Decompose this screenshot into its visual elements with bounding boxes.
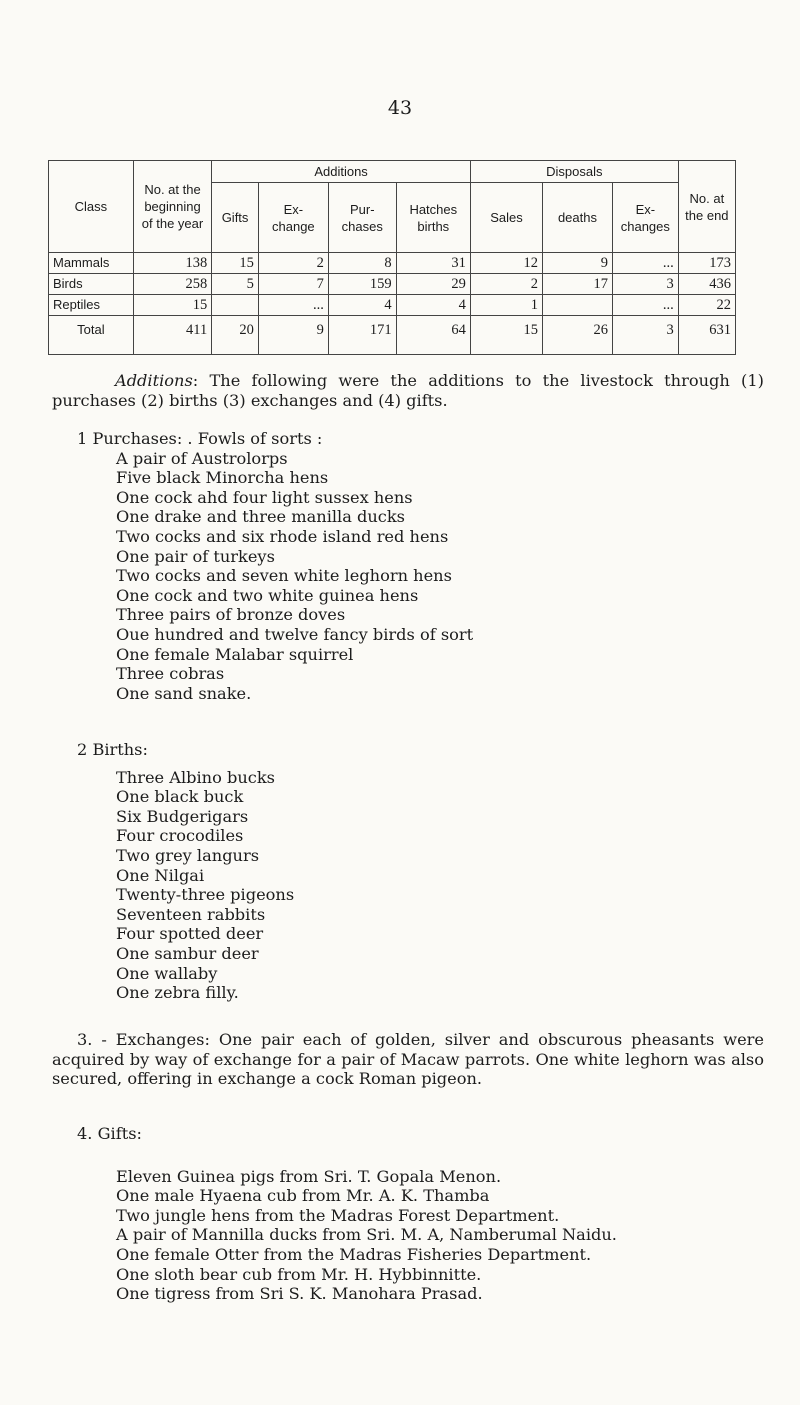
births-section [0, 740, 800, 1003]
gifts-section [0, 1124, 800, 1304]
cell-gifts: 5 [212, 274, 259, 295]
header-deaths: deaths [543, 183, 613, 253]
cell-exchanges: ... [612, 253, 678, 274]
cell-exchanges: 3 [612, 274, 678, 295]
gifts-heading: 4. Gifts: [77, 1124, 142, 1143]
additions-heading: Additions [115, 371, 193, 390]
list-item: One sand snake. [116, 683, 252, 703]
cell-sales: 12 [470, 253, 542, 274]
header-additions: Additions [212, 161, 471, 183]
page-number: 43 [387, 97, 413, 119]
list-item: Five black Minorcha hens [116, 468, 329, 488]
header-disposals: Disposals [470, 161, 678, 183]
cell-deaths: 17 [543, 274, 613, 295]
cell-gifts: 20 [212, 316, 259, 355]
purchases-section [0, 429, 800, 703]
header-class: Class [49, 161, 134, 253]
list-item: One sloth bear cub from Mr. H. Hybbinnitte. [116, 1264, 482, 1284]
cell-gifts [212, 295, 259, 316]
header-exchange: Ex-change [258, 183, 328, 253]
cell-end: 631 [678, 316, 735, 355]
table-row [49, 295, 736, 316]
list-item: One male Hyaena cub from Mr. A. K. Thamba [116, 1186, 490, 1206]
cell-end: 22 [678, 295, 735, 316]
cell-purchases: 159 [328, 274, 396, 295]
cell-hatches: 29 [396, 274, 470, 295]
cell-exchange: 7 [258, 274, 328, 295]
list-item: Twenty-three pigeons [116, 885, 295, 905]
cell-hatches: 64 [396, 316, 470, 355]
gifts-list [116, 1167, 800, 1304]
births-heading: 2 Births: [77, 740, 148, 759]
cell-sales: 2 [470, 274, 542, 295]
list-item: One wallaby [116, 963, 218, 983]
list-item: One sambur deer [116, 943, 259, 963]
additions-text: : The following were the additions to the livestock through (1) purchases (2) births (3) exchanges and (4) gifts. [52, 371, 764, 410]
list-item: One drake and three manilla ducks [116, 507, 405, 527]
list-item: A pair of Austrolorps [116, 448, 288, 468]
cell-deaths [543, 295, 613, 316]
list-item: Seventeen rabbits [116, 904, 266, 924]
cell-hatches: 31 [396, 253, 470, 274]
cell-end: 436 [678, 274, 735, 295]
list-item: One cock and two white guinea hens [116, 585, 419, 605]
list-item: Six Budgerigars [116, 806, 249, 826]
list-item: One pair of turkeys [116, 546, 275, 566]
table-row [49, 253, 736, 274]
exchanges-section [0, 1030, 800, 1089]
list-item: Two grey langurs [116, 845, 260, 865]
header-hatches: Hatches births [396, 183, 470, 253]
cell-hatches: 4 [396, 295, 470, 316]
cell-beginning: 138 [133, 253, 211, 274]
cell-deaths: 9 [543, 253, 613, 274]
cell-exchanges: ... [612, 295, 678, 316]
cell-beginning: 258 [133, 274, 211, 295]
cell-beginning: 411 [133, 316, 211, 355]
header-end: No. at the end [678, 161, 735, 253]
header-gifts: Gifts [212, 183, 259, 253]
list-item: Four crocodiles [116, 826, 244, 846]
cell-gifts: 15 [212, 253, 259, 274]
header-beginning: No. at the beginning of the year [133, 161, 211, 253]
cell-deaths: 26 [543, 316, 613, 355]
births-list [116, 768, 800, 1003]
header-purchases: Pur-chases [328, 183, 396, 253]
cell-end: 173 [678, 253, 735, 274]
list-item: One cock ahd four light sussex hens [116, 487, 413, 507]
list-item: Two jungle hens from the Madras Forest Department. [116, 1205, 560, 1225]
header-exchanges: Ex-changes [612, 183, 678, 253]
list-item: Three Albino bucks [116, 767, 275, 787]
list-item: One zebra filly. [116, 983, 239, 1003]
header-sales: Sales [470, 183, 542, 253]
cell-class: Total [49, 316, 134, 355]
list-item: Two cocks and seven white leghorn hens [116, 566, 452, 586]
list-item: One tigress from Sri S. K. Manohara Prasad. [116, 1284, 483, 1304]
purchases-list [116, 449, 800, 704]
purchases-heading: 1 Purchases: . Fowls of sorts : [77, 429, 323, 448]
cell-class: Mammals [49, 253, 134, 274]
cell-beginning: 15 [133, 295, 211, 316]
list-item: One black buck [116, 787, 244, 807]
additions-paragraph [52, 371, 764, 410]
table-total-row [49, 316, 736, 355]
livestock-table [48, 160, 736, 355]
cell-purchases: 4 [328, 295, 396, 316]
list-item: One female Otter from the Madras Fisheries Department. [116, 1244, 592, 1264]
list-item: One Nilgai [116, 865, 205, 885]
list-item: Oue hundred and twelve fancy birds of sort [116, 624, 474, 644]
cell-exchange: 9 [258, 316, 328, 355]
cell-sales: 15 [470, 316, 542, 355]
table-row [49, 274, 736, 295]
list-item: Four spotted deer [116, 924, 264, 944]
cell-exchange: ... [258, 295, 328, 316]
exchanges-paragraph: 3. - Exchanges: One pair each of golden, silver and obscurous pheasants were acquired by way of exchange for a pair of Macaw parrots. One white leghorn was also secured, offering in exchange a cock Roman pigeon. [52, 1030, 764, 1089]
additions-section [0, 371, 800, 410]
cell-exchanges: 3 [612, 316, 678, 355]
list-item: Two cocks and six rhode island red hens [116, 526, 449, 546]
cell-sales: 1 [470, 295, 542, 316]
list-item: Eleven Guinea pigs from Sri. T. Gopala Menon. [116, 1166, 502, 1186]
list-item: A pair of Mannilla ducks from Sri. M. A, Namberumal Naidu. [116, 1225, 617, 1245]
list-item: One female Malabar squirrel [116, 644, 354, 664]
list-item: Three cobras [116, 664, 225, 684]
list-item: Three pairs of bronze doves [116, 605, 346, 625]
cell-purchases: 8 [328, 253, 396, 274]
cell-class: Birds [49, 274, 134, 295]
cell-exchange: 2 [258, 253, 328, 274]
cell-purchases: 171 [328, 316, 396, 355]
cell-class: Reptiles [49, 295, 134, 316]
